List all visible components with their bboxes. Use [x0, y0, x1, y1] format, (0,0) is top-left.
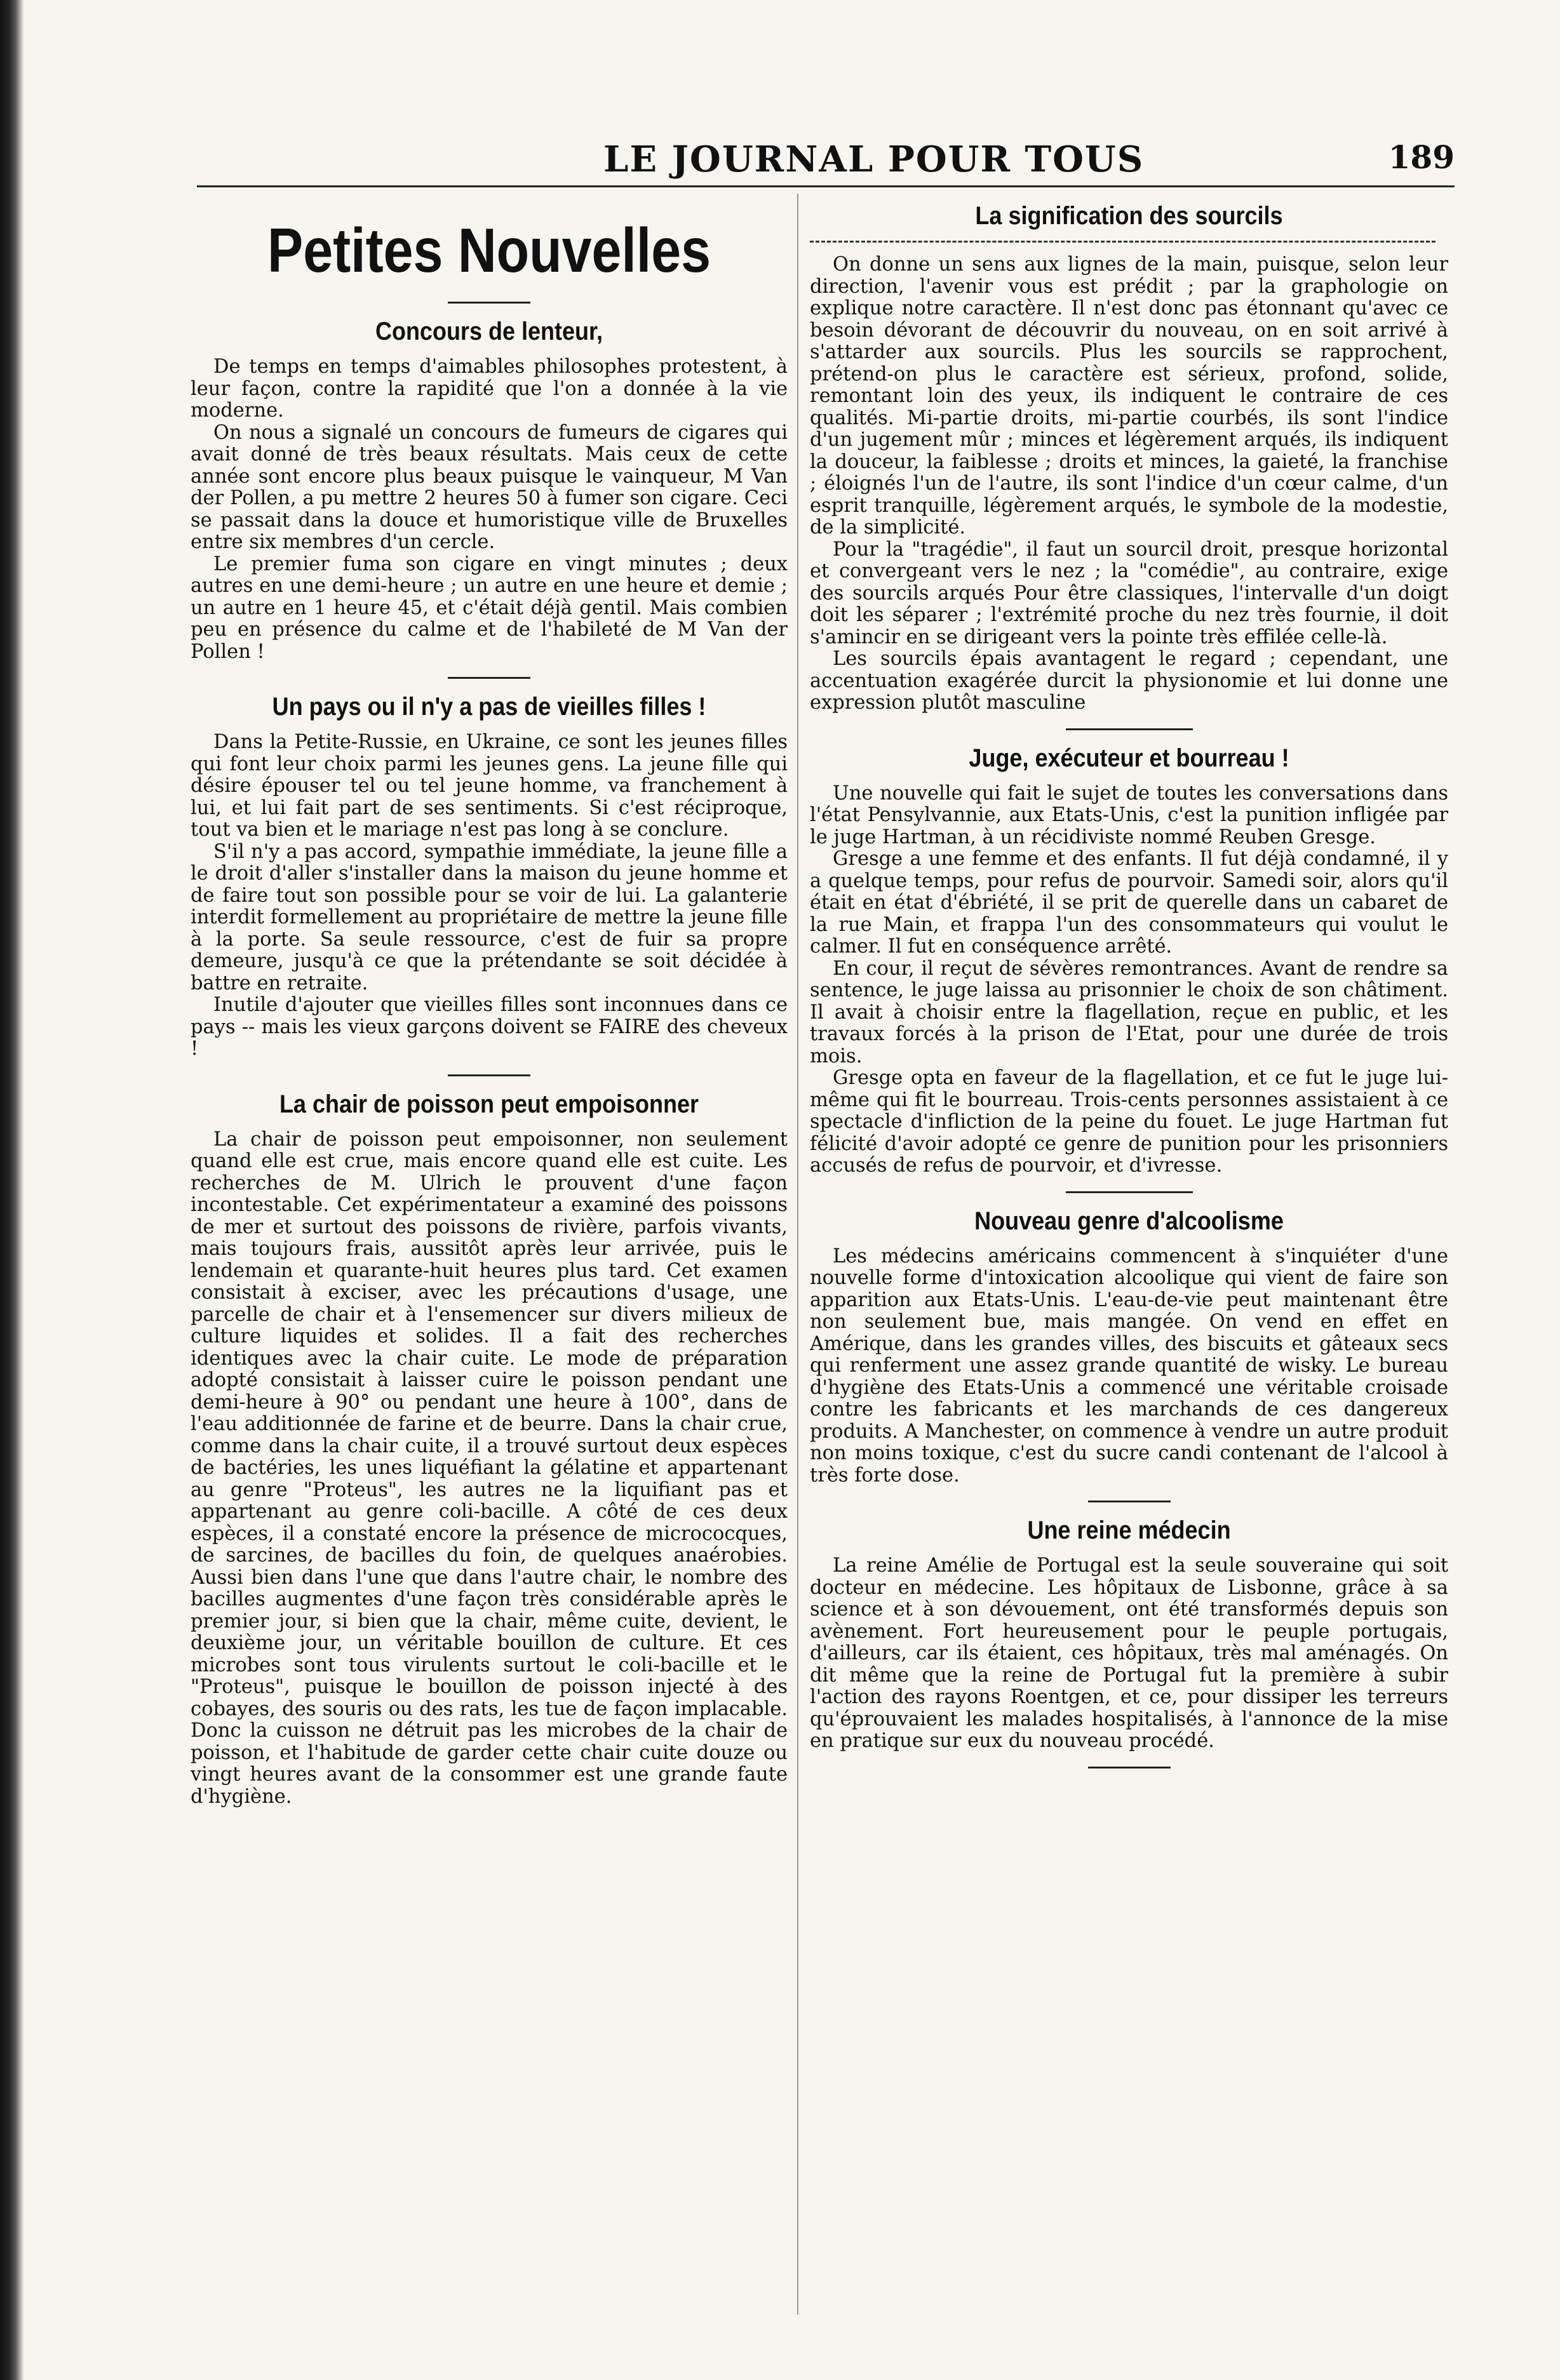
article-title: Nouveau genre d'alcoolisme [974, 1207, 1284, 1235]
article-title: Un pays ou il n'y a pas de vieilles filles ! [272, 693, 706, 721]
running-header [197, 138, 1455, 183]
article-chair-de-poisson [191, 1090, 788, 1808]
article-paragraph: On nous a signalé un concours de fumeurs de cigares qui avait donné de très beaux résultats. Mais ceux de cette année sont encore plus beaux puisque le vainqueur, M Van der Pollen, a pu mettre 2 heures 50 à fumer son cigare. Ceci se passait dans la douce et humoristique ville de Bruxelles entre six membres d'un cercle. [191, 421, 788, 553]
article-paragraph: Le premier fuma son cigare en vingt minutes ; deux autres en une demi-heure ; un autre en une heure et demie ; un autre en 1 heure 45, et c'était déjà gentil. Mais combien peu en présence du calme et de l'habileté de M Van der Pollen ! [191, 552, 788, 663]
separator [1088, 1767, 1171, 1768]
article-sourcils [810, 202, 1448, 714]
left-column [191, 191, 788, 2350]
article-paragraph: Dans la Petite-Russie, en Ukraine, ce sont les jeunes filles qui font leur choix parmi les jeunes gens. La jeune fille qui désire épouser tel ou tel jeune homme, va franchement à lui, et lui fait part de ses sentiments. Si c'est réciproque, tout va bien et le mariage n'est pas long à se conclure. [191, 731, 788, 841]
article-paragraph: Une nouvelle qui fait le sujet de toutes les conversations dans l'état Pensylvannie, aux Etats-Unis, c'est la punition infligée par le juge Hartman, à un récidiviste nommé Reuben Gresge. [810, 782, 1448, 848]
right-column [810, 191, 1448, 2350]
article-paragraph: De temps en temps d'aimables philosophes protestent, à leur façon, contre la rapidité que l'on a donnée à la vie moderne. [191, 356, 788, 422]
article-title: Une reine médecin [1027, 1516, 1231, 1544]
separator [448, 677, 530, 679]
article-paragraph: En cour, il reçut de sévères remontrances. Avant de rendre sa sentence, le juge laissa au prisonnier le choix de son châtiment. Il avait à choisir entre la flagellation, reçue en public, et les travaux forcés à la prison de l'Etat, pour une durée de trois mois. [810, 957, 1448, 1067]
article-vieilles-filles [191, 693, 788, 1060]
article-paragraph: La chair de poisson peut empoisonner, non seulement quand elle est crue, mais encore quand elle est cuite. Les recherches de M. Ulrich le prouvent d'une façon incontestable. Cet expérimentateur a examiné des poissons de mer et surtout des poissons de rivière, parfois vivants, mais toujours frais, aussitôt après leur arrivée, puis le lendemain et quarante-huit heures plus tard. Cet examen consistait à exciser, avec les précautions d'usage, une parcelle de chair et à l'ensemencer sur divers milieux de culture liquides et solides. Il a fait des recherches identiques avec la chair cuite. Le mode de préparation adopté consistait à laisser cuire le poisson pendant une demi-heure à 90° ou pendant une heure à 100°, dans de l'eau additionnée de farine et de beurre. Dans la chair crue, comme dans la chair cuite, il a trouvé surtout deux espèces de bactéries, les unes liquéfiant la gélatine et appartenant au genre "Proteus", les autres ne la liquifiant pas et appartenant au genre coli-bacille. A côté de ces deux espèces, il a constaté encore la présence de micrococques, de sarcines, de bacilles du foin, de quelques anaérobies. Aussi bien dans l'une que dans l'autre chair, le nombre des bacilles augmentes d'une façon très considérable après le premier jour, si bien que la chair, même cuite, devient, le deuxième jour, un véritable bouillon de culture. Et ces microbes sont tous virulents surtout le coli-bacille et le "Proteus", puisque le bouillon de poisson injecté à des cobayes, des souris ou des rats, les tue de façon implacable. Donc la cuisson ne détruit pas les microbes de la chair de poisson, et l'habitude de garder cette chair cuite douze ou vingt heures avant de la consommer est une grande faute d'hygiène. [191, 1128, 788, 1808]
article-concours-de-lenteur [191, 318, 788, 663]
article-title: Juge, exécuteur et bourreau ! [969, 744, 1289, 772]
separator [1088, 1501, 1171, 1502]
column-rule [797, 194, 798, 2315]
article-title: La signification des sourcils [975, 202, 1283, 230]
article-reine-medecin [810, 1516, 1448, 1753]
page-number: 189 [1388, 138, 1455, 176]
article-alcoolisme [810, 1207, 1448, 1487]
page-binding-edge [0, 0, 24, 2380]
article-paragraph: Gresge a une femme et des enfants. Il fut déjà condamné, il y a quelque temps, pour refus de pourvoir. Samedi soir, alors qu'il était en état d'ébriété, il se prit de querelle dans un cabaret de la rue Main, et frappa l'un des consommateurs qui voulut le calmer. Il fut en conséquence arrêté. [810, 848, 1448, 958]
article-paragraph: Les sourcils épais avantagent le regard ; cependant, une accentuation exagérée durcit la physionomie et lui donne une expression plutôt masculine [810, 648, 1448, 714]
article-paragraph: La reine Amélie de Portugal est la seule souveraine qui soit docteur en médecine. Les hôpitaux de Lisbonne, grâce à sa science et à son dévouement, ont été transformés depuis son avènement. Fort heureusement pour le peuple portugais, d'ailleurs, car ils étaient, ces hôpitaux, très mal aménagés. On dit même que la reine de Portugal fut la première à subir l'action des rayons Roentgen, et ce, pour dissiper les terreurs qu'éprouvaient les malades hospitalisés, à l'annonce de la mise en pratique sur eux du nouveau procédé. [810, 1554, 1448, 1752]
article-paragraph: Pour la "tragédie", il faut un sourcil droit, presque horizontal et convergeant vers le nez ; la "comédie", au contraire, exige des sourcils arqués Pour être classiques, l'intervalle d'un doigt doit les séparer ; l'extrémité proche du nez très fournie, il doit s'amincir en se dirigeant vers la pointe très effilée celle-là. [810, 538, 1448, 648]
article-paragraph: Inutile d'ajouter que vieilles filles sont inconnues dans ce pays -- mais les vieux garçons doivent se FAIRE des cheveux ! [191, 994, 788, 1060]
journal-title: LE JOURNAL POUR TOUS [603, 138, 1145, 180]
section-masthead: Petites Nouvelles [267, 215, 711, 285]
separator [448, 302, 530, 304]
article-paragraph: Gresge opta en faveur de la flagellation, et ce fut le juge lui-même qui fit le bourreau. Trois-cents personnes assistaient à ce spectacle d'infliction de la peine du fouet. Le juge Hartman fut félicité d'avoir adopté ce genre de punition pour les prisonniers accusés de refus de pourvoir, et d'ivresse. [810, 1067, 1448, 1177]
article-juge-bourreau [810, 744, 1448, 1177]
article-title: La chair de poisson peut empoisonner [279, 1090, 699, 1118]
article-paragraph: S'il n'y a pas accord, sympathie immédiate, la jeune fille a le droit d'aller s'installer dans la maison du jeune homme et de faire tout son possible pour se voir de lui. La galanterie interdit formellement au propriétaire de mettre la jeune fille à la porte. Sa seule ressource, c'est de fuir sa propre demeure, jusqu'à ce que la prétendante se soit décidée à battre en retraite. [191, 840, 788, 994]
separator [448, 1074, 530, 1076]
article-paragraph: On donne un sens aux lignes de la main, puisque, selon leur direction, l'avenir vous est prédit ; par la graphologie on explique notre caractère. Il n'est donc pas étonnant qu'avec ce besoin dévorant de découvrir du nouveau, on en soit arrivé à s'attarder aux sourcils. Plus les sourcils se rapprochent, prétend-on plus le caractère est sérieux, profond, solide, remontant loin des yeux, ils indiquent le contraire de ces qualités. Mi-partie droits, mi-partie courbés, ils sont l'indice d'un jugement mûr ; minces et légèrement arqués, ils indiquent la douceur, la faiblesse ; droits et minces, la gaieté, la franchise ; éloignés l'un de l'autre, ils sont l'indice d'un cœur calme, d'un esprit tranquille, légèrement arqués, le symbole de la modestie, de la simplicité. [810, 253, 1448, 538]
separator [1066, 1191, 1193, 1193]
header-rule [197, 185, 1455, 187]
article-title: Concours de lenteur, [375, 318, 603, 345]
separator [1066, 728, 1193, 730]
article-paragraph: Les médecins américains commencent à s'inquiéter d'une nouvelle forme d'intoxication alcoolique qui vient de faire son apparition aux Etats-Unis. L'eau-de-vie peut maintenant être non seulement bue, mais mangée. On vend en effet en Amérique, dans les grandes villes, des biscuits et gâteaux secs qui renferment une assez grande quantité de wisky. Le bureau d'hygiène des Etats-Unis a commencé une véritable croisade contre les fabricants et les marchands de ces dangereux produits. A Manchester, on commence à vendre un autre produit non moins toxique, c'est du sucre candi contenant de l'alcool à très forte dose. [810, 1245, 1448, 1487]
decorative-dashed-rule [810, 241, 1436, 249]
